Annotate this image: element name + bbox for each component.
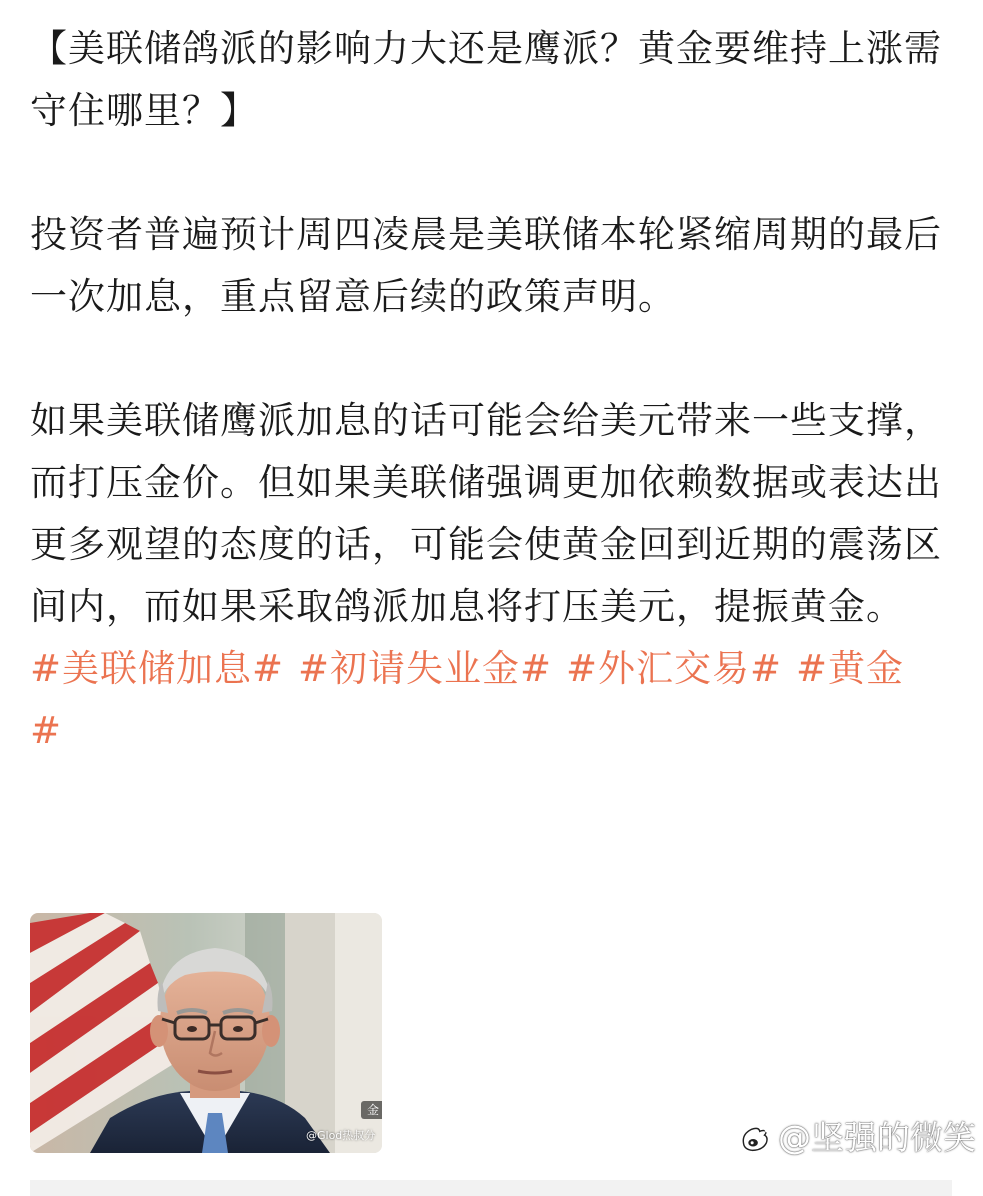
image-tag-chip: 金 — [361, 1101, 382, 1119]
paragraph-gap — [30, 328, 950, 390]
post-paragraph-2: 如果美联储鹰派加息的话可能会给美元带来一些支撑，而打压金价。但如果美联储强调更加依赖数据或表达出更多观望的态度的话，可能会使黄金回到近期的震荡区间内，而如果采取鸽派加息将打压美元，提振黄金。 — [30, 399, 942, 628]
post-title: 【美联储鸽派的影响力大还是鹰派？黄金要维持上涨需守住哪里？】 — [30, 27, 942, 132]
post-paragraph-1: 投资者普遍预计周四凌晨是美联储本轮紧缩周期的最后一次加息，重点留意后续的政策声明。 — [30, 213, 942, 318]
topic-link-rate-hike[interactable]: #美联储加息# — [30, 647, 285, 690]
weibo-watermark — [736, 1116, 976, 1160]
topic-link-jobless-claims[interactable]: #初请失业金# — [298, 647, 553, 690]
image-credit: @Glod热叔分 — [306, 1129, 376, 1142]
topic-link-gold[interactable]: #黄金# — [30, 647, 905, 752]
watermark-text: @坚强的微笑 — [778, 1118, 976, 1157]
post-body — [30, 18, 950, 762]
paragraph-gap — [30, 142, 950, 204]
portrait-photo — [30, 913, 382, 1153]
weibo-logo-icon — [736, 1119, 774, 1157]
footer-divider — [30, 1180, 952, 1196]
topic-link-forex[interactable]: #外汇交易# — [566, 647, 783, 690]
post-image[interactable] — [30, 913, 382, 1153]
topic-list — [30, 638, 950, 762]
